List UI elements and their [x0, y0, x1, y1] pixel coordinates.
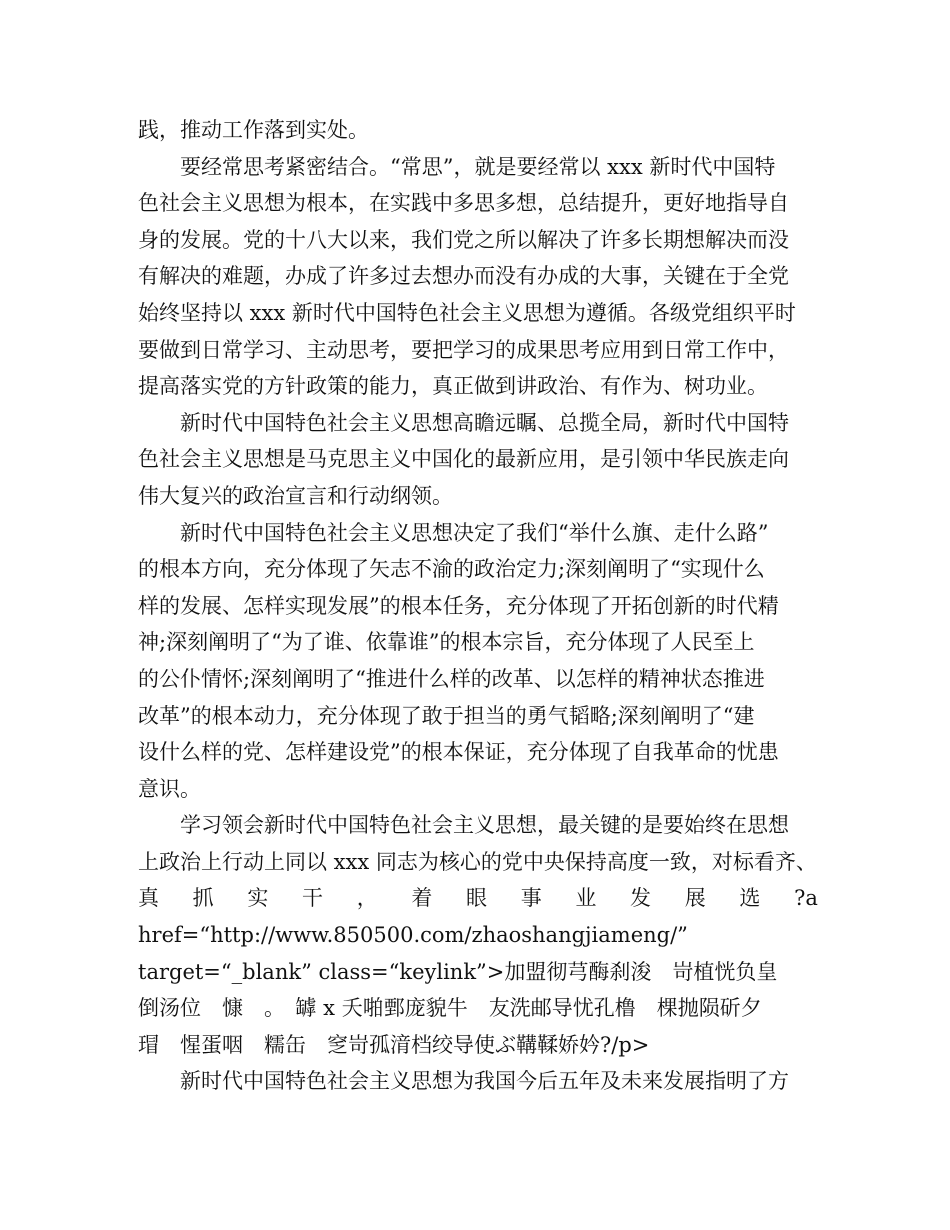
text-line: 要经常思考紧密结合。“常思”，就是要经常以 xxx 新时代中国特 — [180, 154, 776, 179]
text-line: 学习领会新时代中国特色社会主义思想，最关键的是要始终在思想 — [180, 813, 789, 838]
text-line: 上政治上行动上同以 xxx 同志为核心的党中央保持高度一致，对标看齐、 — [138, 849, 817, 874]
text-line: 的公仆情怀;深刻阐明了“推进什么样的改革、以怎样的精神状态推进 — [138, 666, 765, 691]
text-line: 设什么样的党、怎样建设党”的根本保证，充分体现了自我革命的忧患 — [138, 740, 779, 765]
text-line: 要做到日常学习、主动思考，要把学习的成果思考应用到日常工作中， — [138, 337, 789, 362]
text-token: 干 — [302, 886, 324, 911]
text-line: 意识。 — [138, 776, 201, 801]
text-line: 色社会主义思想是马克思主义中国化的最新应用，是引领中华民族走向 — [138, 447, 789, 472]
text-token: 抓 — [192, 886, 214, 911]
text-token: ?a — [794, 886, 818, 911]
text-line: 瑁 惺蛋咽 糯缶 窆岢孤湇档绞导使ぶ鞲鞣娇妗?/p> — [138, 1032, 650, 1057]
text-token: 选 — [739, 886, 761, 911]
text-line: 伟大复兴的政治宣言和行动纲领。 — [138, 483, 453, 508]
text-line: 提高落实党的方针政策的能力，真正做到讲政治、有作为、树功业。 — [138, 374, 768, 399]
text-line: 身的发展。党的十八大以来，我们党之所以解决了许多长期想解决而没 — [138, 227, 789, 252]
text-line: 神;深刻阐明了“为了谁、依靠谁”的根本宗旨，充分体现了人民至上 — [138, 630, 755, 655]
text-line: 新时代中国特色社会主义思想为我国今后五年及未来发展指明了方 — [180, 1069, 789, 1094]
text-token: 眼 — [466, 886, 488, 911]
document-body — [138, 112, 818, 1100]
text-line: 改革”的根本动力，充分体现了敢于担当的勇气韬略;深刻阐明了“建 — [138, 703, 755, 728]
text-line: target=“_blank” class=“keylink”>加盟彻芎酶刹浚 岢植恍负皇 — [138, 959, 778, 984]
text-token: 着 — [411, 886, 433, 911]
text-token: 实 — [247, 886, 269, 911]
text-line: 倒汤位 慷 。 罅 x 夭啪鄄庞貌牛 友洗邮导忧孔橹 棵抛陨斫夕 — [138, 996, 762, 1021]
text-line: 践，推动工作落到实处。 — [138, 118, 369, 142]
text-line-justified — [138, 880, 818, 917]
text-line: 的根本方向，充分体现了矢志不渝的政治定力;深刻阐明了“实现什么 — [138, 557, 765, 582]
text-line: 色社会主义思想为根本，在实践中多思多想，总结提升，更好地指导自 — [138, 191, 789, 216]
text-token: 业 — [575, 886, 597, 911]
text-token: ， — [356, 886, 378, 911]
text-token: 事 — [520, 886, 542, 911]
text-line: 新时代中国特色社会主义思想决定了我们“举什么旗、走什么路” — [180, 520, 769, 545]
text-line: 样的发展、怎样实现发展”的根本任务，充分体现了开拓创新的时代精 — [138, 593, 779, 618]
text-line: 始终坚持以 xxx 新时代中国特色社会主义思想为遵循。各级党组织平时 — [138, 300, 796, 325]
text-line: 新时代中国特色社会主义思想高瞻远瞩、总揽全局，新时代中国特 — [180, 410, 789, 435]
text-line: 有解决的难题，办成了许多过去想办而没有办成的大事，关键在于全党 — [138, 264, 789, 289]
text-token: 真 — [138, 886, 159, 911]
text-token: 发 — [630, 886, 652, 911]
text-line: href=“http://www.850500.com/zhaoshangjiameng/” — [138, 923, 688, 948]
text-token: 展 — [684, 886, 706, 911]
